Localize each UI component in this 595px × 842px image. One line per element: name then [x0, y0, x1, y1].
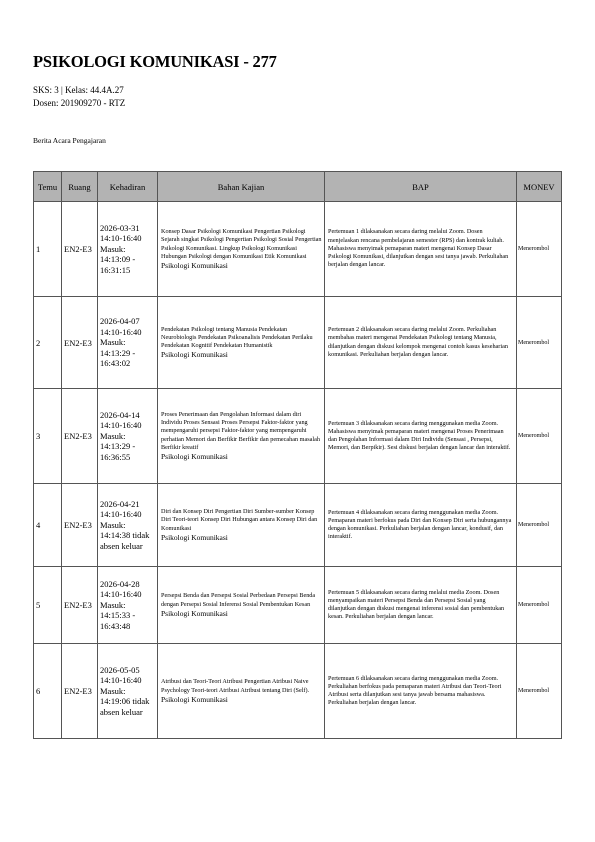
header-monev: MONEV	[517, 172, 562, 202]
section-heading: Berita Acara Pengajaran	[33, 136, 106, 145]
table-header-row	[34, 172, 562, 202]
bap-text: Pertemuan 6 dilaksanakan secara daring menggunakan media Zoom. Perkuliahan berfokus pada pemaparan materi Atribusi dan Teori-Teori Atribusi serta dilanjutkan sesi tanya jawab bersama mahasiswa. Perkuliahan berjalan dengan lancar.	[325, 644, 517, 739]
room-code: EN2-E3	[62, 297, 98, 389]
attendance-hours: 14:10-16:40	[100, 675, 142, 686]
dosen-info: Dosen: 201909270 - RTZ	[33, 98, 126, 108]
bahan-kajian-cell	[158, 389, 325, 484]
bahan-kajian-cell	[158, 202, 325, 297]
monev-status: Menerombol	[517, 567, 562, 644]
row-number: 5	[34, 567, 62, 644]
room-code: EN2-E3	[62, 567, 98, 644]
attendance-cell	[98, 297, 158, 389]
bahan-course-name: Psikologi Komunikasi	[161, 260, 228, 270]
table-row	[34, 567, 562, 644]
room-code: EN2-E3	[62, 644, 98, 739]
bahan-kajian-text: Pendekatan Psikologi tentang Manusia Pendekatan Neurobiologis Pendekatan Psikoanalisis Pendekatan Perilaku Pendekatan Kognitif Pendekatan Humanistik	[161, 325, 313, 350]
bap-text: Pertemuan 5 dilaksanakan secara daring melalui media Zoom. Dosen menyampaikan materi Persepsi Benda dan Persepsi Sosial yang dilanjutkan dengan diskusi mengenai inferensi sosial dan pembentukan kesan. Perkuliahan berjalan dengan lancar.	[325, 567, 517, 644]
bap-text: Pertemuan 2 dilaksanakan secara daring melalui Zoom. Perkuliahan membahas materi mengenai Pendekatan Psikologi tentang Manusia, dilanjutkan dengan diskusi kelompok mengenai contoh kasus keseharian komunikasi. Perkuliahan berjalan dengan lancar.	[325, 297, 517, 389]
attendance-hours: 14:10-16:40	[100, 509, 142, 520]
attendance-hours: 14:10-16:40	[100, 326, 142, 337]
row-number: 4	[34, 484, 62, 567]
attendance-date: 2026-04-28	[100, 578, 140, 589]
attendance-checkin: Masuk: 14:14:38 tidak absen keluar	[100, 519, 150, 551]
bahan-kajian-cell	[158, 297, 325, 389]
attendance-cell	[98, 389, 158, 484]
header-ruang: Ruang	[62, 172, 98, 202]
room-code: EN2-E3	[62, 389, 98, 484]
header-kehadiran: Kehadiran	[98, 172, 158, 202]
bahan-kajian-text: Atribusi dan Teori-Teori Atribusi Pengertian Atribusi Naive Psychology Teori-teori Atribusi Atribusi tentang Diri (Self).	[161, 678, 310, 694]
attendance-checkin: Masuk: 14:19:06 tidak absen keluar	[100, 685, 150, 717]
bap-table	[33, 171, 562, 739]
monev-status: Menerombol	[517, 484, 562, 567]
bahan-kajian-text: Diri dan Konsep Diri Pengertian Diri Sumber-sumber Konsep Diri Teori-teori Konsep Diri Hubungan antara Konsep Diri dan Komunikasi	[161, 508, 318, 532]
table-row	[34, 202, 562, 297]
attendance-cell	[98, 644, 158, 739]
monev-status: Menerombol	[517, 297, 562, 389]
bap-text: Pertemuan 1 dilaksanakan secara daring melalui Zoom. Dosen menjelaskan rencana pembelajaran semester (RPS) dan kontrak kuliah. Mahasiswa menyimak pemaparan materi mengenai Konsep Dasar Psikologi Komunikasi, dilanjutkan dengan sesi tanya jawab. Perkuliahan berjalan dengan lancar.	[325, 202, 517, 297]
attendance-hours: 14:10-16:40	[100, 420, 142, 431]
attendance-date: 2026-04-21	[100, 498, 140, 509]
bahan-course-name: Psikologi Komunikasi	[161, 608, 228, 618]
attendance-date: 2026-03-31	[100, 222, 140, 233]
course-title: PSIKOLOGI KOMUNIKASI - 277	[33, 52, 277, 71]
bap-text: Pertemuan 4 dilaksanakan secara daring menggunakan media Zoom. Pemaparan materi berfokus pada Diri dan Konsep Diri serta hubungannya dengan komunikasi. Perkuliahan berjalan dengan lancar, kondusif, dan interaktif.	[325, 484, 517, 567]
row-number: 3	[34, 389, 62, 484]
header-temu: Temu	[34, 172, 62, 202]
bahan-kajian-cell	[158, 567, 325, 644]
row-number: 6	[34, 644, 62, 739]
table-row	[34, 297, 562, 389]
bahan-kajian-text: Proses Penerimaan dan Pengolahan Informasi dalam diri Individu Proses Sensasi Proses Persepsi Faktor-faktor yang mempengaruhi persepsi Faktor-faktor yang mempengaruhi perhatian Memori dan Berfikir Berfikir dan pemecahan masalah Berfikir kreatif	[161, 410, 320, 451]
bahan-kajian-text: Konsep Dasar Psikologi Komunikasi Pengertian Psikologi Sejarah singkat Psikologi Pengertian Psikologi Sosial Pengertian Psikologi Komunikasi. Lingkup Psikologi Komunikasi Hubungan Psikologi dengan Komunikasi Etik Komunikasi	[161, 228, 322, 260]
table-row	[34, 484, 562, 567]
monev-status: Menerombol	[517, 202, 562, 297]
bahan-course-name: Psikologi Komunikasi	[161, 452, 228, 461]
bap-text: Pertemuan 3 dilaksanakan secara daring menggunakan media Zoom. Mahasiswa menyimak pemaparan materi mengenai Proses Penerimaan dan Pengolahan Informasi dalam Diri Individu (Sensasi , Persepsi, Memori, dan Berpikir). Sesi diskusi berjalan dengan lancar dan interaktif.	[325, 389, 517, 484]
attendance-date: 2026-05-05	[100, 664, 140, 675]
monev-status: Menerombol	[517, 644, 562, 739]
bahan-course-name: Psikologi Komunikasi	[161, 694, 228, 704]
bahan-kajian-text: Persepsi Benda dan Persepsi Sosial Perbedaan Persepsi Benda dengan Persepsi Sosial Inferensi Sosial Pembentukan Kesan	[161, 592, 316, 608]
attendance-hours: 14:10-16:40	[100, 589, 142, 600]
header-bahan-kajian: Bahan Kajian	[158, 172, 325, 202]
monev-status: Menerombol	[517, 389, 562, 484]
attendance-hours: 14:10-16:40	[100, 233, 142, 244]
attendance-cell	[98, 202, 158, 297]
header-bap: BAP	[325, 172, 517, 202]
row-number: 2	[34, 297, 62, 389]
room-code: EN2-E3	[62, 202, 98, 297]
bahan-kajian-cell	[158, 644, 325, 739]
sks-kelas-info: SKS: 3 | Kelas: 44.4A.27	[33, 85, 124, 95]
bahan-course-name: Psikologi Komunikasi	[161, 532, 228, 542]
bahan-course-name: Psikologi Komunikasi	[161, 350, 228, 360]
bahan-kajian-cell	[158, 484, 325, 567]
attendance-checkin: Masuk: 14:13:29 - 16:43:02	[100, 337, 136, 369]
attendance-checkin: Masuk: 14:15:33 - 16:43:48	[100, 599, 136, 631]
attendance-cell	[98, 484, 158, 567]
attendance-cell	[98, 567, 158, 644]
room-code: EN2-E3	[62, 484, 98, 567]
attendance-checkin: Masuk: 14:13:09 - 16:31:15	[100, 243, 136, 275]
attendance-date: 2026-04-07	[100, 316, 140, 327]
table-row	[34, 644, 562, 739]
attendance-checkin: Masuk: 14:13:29 - 16:36:55	[100, 430, 136, 462]
row-number: 1	[34, 202, 62, 297]
table-row	[34, 389, 562, 484]
attendance-date: 2026-04-14	[100, 409, 140, 420]
